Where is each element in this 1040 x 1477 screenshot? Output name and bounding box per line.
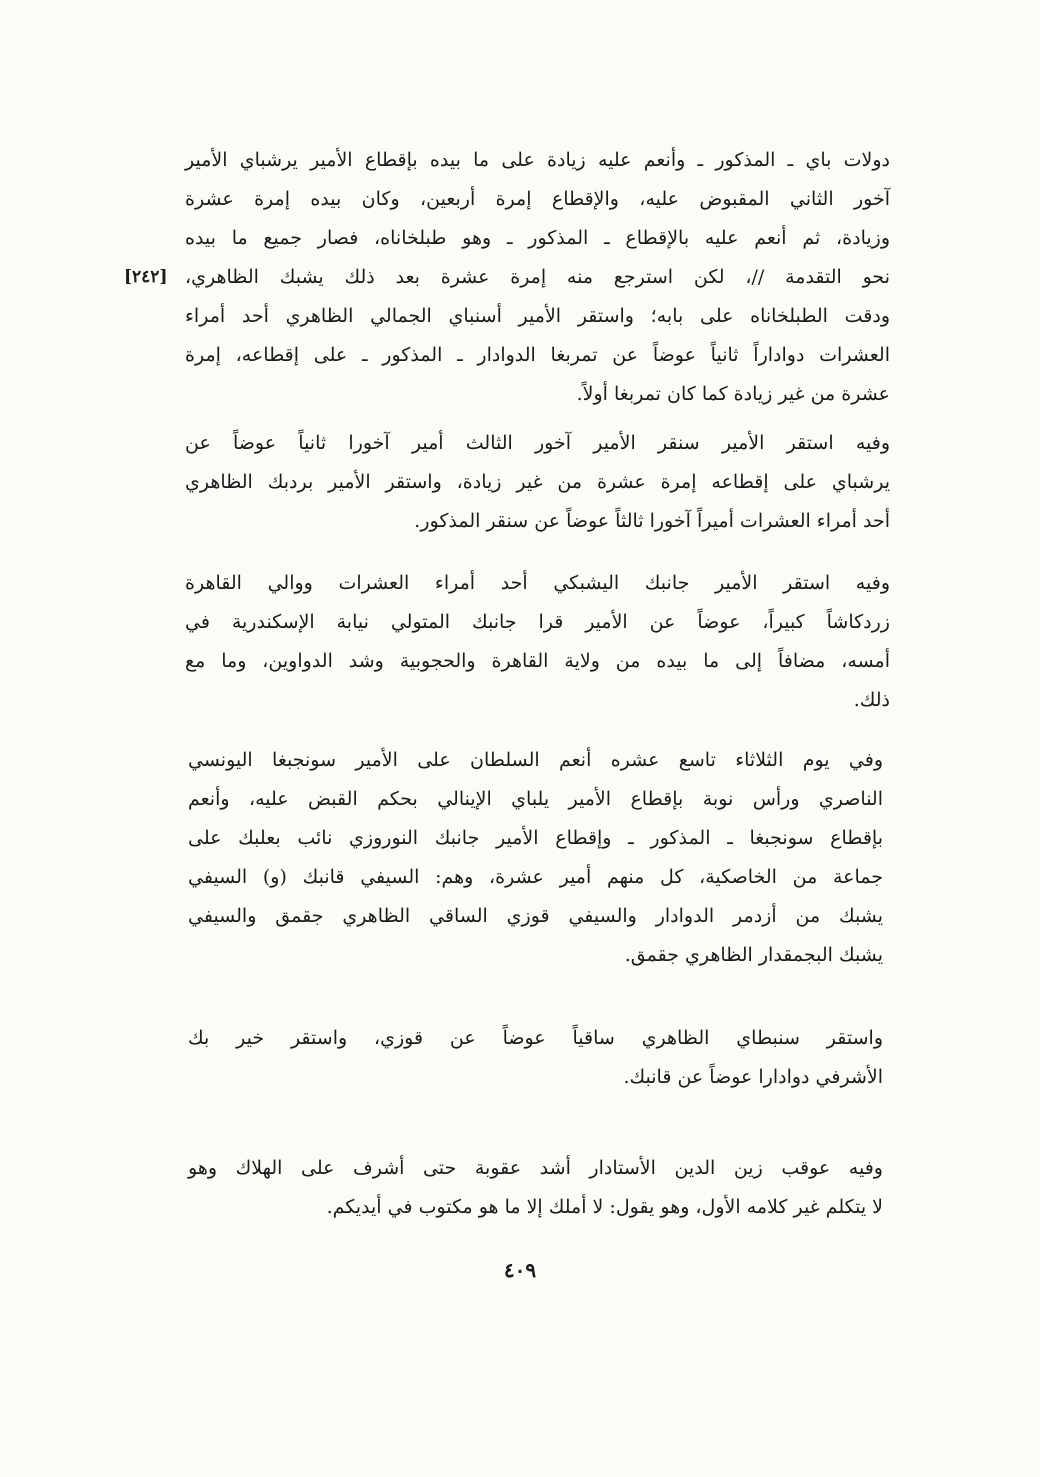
text-line: وفيه عوقب زين الدين الأستادار أشد عقوبة حتى أشرف على الهلاك وهو bbox=[188, 1157, 883, 1179]
text-line: الأشرفي دوادارا عوضاً عن قانبك. bbox=[623, 1066, 883, 1088]
text-line: ودقت الطبلخاناه على بابه؛ واستقر الأمير أسنباي الجمالي الظاهري أحد أمراء bbox=[185, 305, 890, 327]
text-line: وفيه استقر الأمير سنقر الأمير آخور الثالث أمير آخورا ثانياً عوضاً عن bbox=[185, 432, 890, 454]
text-line: آخور الثاني المقبوض عليه، والإقطاع إمرة أربعين، وكان بيده إمرة عشرة bbox=[185, 188, 890, 210]
paragraph-5 bbox=[188, 1019, 883, 1097]
text-line: واستقر سنبطاي الظاهري ساقياً عوضاً عن قوزي، واستقر خير بك bbox=[188, 1027, 883, 1049]
paragraph-3 bbox=[185, 564, 890, 720]
text-line: بإقطاع سونجبغا ـ المذكور ـ وإقطاع الأمير جانبك النوروزي نائب بعلبك على bbox=[188, 827, 883, 849]
paragraph-6 bbox=[188, 1149, 883, 1227]
text-line: لا يتكلم غير كلامه الأول، وهو يقول: لا أملك إلا ما هو مكتوب في أيديكم. bbox=[326, 1196, 883, 1218]
text-line: يشبك من أزدمر الدوادار والسيفي قوزي الساقي الظاهري جقمق والسيفي bbox=[188, 905, 883, 927]
text-line: يرشباي على إقطاعه إمرة عشرة من غير زيادة، واستقر الأمير بردبك الظاهري bbox=[185, 471, 890, 493]
text-line: أمسه، مضافاً إلى ما بيده من ولاية القاهرة والحجوبية وشد الدواوين، وما مع bbox=[185, 650, 890, 672]
paragraph-1 bbox=[185, 141, 890, 414]
paragraph-2 bbox=[185, 424, 890, 541]
text-line: جماعة من الخاصكية، كل منهم أمير عشرة، وهم: السيفي قانبك (و) السيفي bbox=[188, 866, 883, 888]
text-line: دولات باي ـ المذكور ـ وأنعم عليه زيادة على ما بيده بإقطاع الأمير يرشباي الأمير bbox=[185, 149, 890, 171]
text-line: يشبك البجمقدار الظاهري جقمق. bbox=[624, 944, 883, 966]
paragraph-4 bbox=[188, 741, 883, 975]
text-line: وفي يوم الثلاثاء تاسع عشره أنعم السلطان على الأمير سونجبغا اليونسي bbox=[188, 749, 883, 771]
text-line: ذلك. bbox=[853, 689, 890, 711]
text-line: زردكاشاً كبيراً، عوضاً عن الأمير قرا جانبك المتولي نيابة الإسكندرية في bbox=[185, 611, 890, 633]
text-line: نحو التقدمة //، لكن استرجع منه إمرة عشرة بعد ذلك يشبك الظاهري، bbox=[185, 266, 890, 288]
text-line: العشرات دواداراً ثانياً عوضاً عن تمربغا الدوادار ـ المذكور ـ على إقطاعه، إمرة bbox=[185, 344, 890, 366]
page-number: ٤٠٩ bbox=[503, 1258, 537, 1282]
folio-marker: [٢٤٢] bbox=[124, 267, 168, 287]
text-line: وزيادة، ثم أنعم عليه بالإقطاع ـ المذكور ـ وهو طبلخاناه، فصار جميع ما بيده bbox=[185, 227, 890, 249]
text-line: عشرة من غير زيادة كما كان تمربغا أولاً. bbox=[576, 383, 890, 405]
text-line: الناصري ورأس نوبة بإقطاع الأمير يلباي الإينالي بحكم القبض عليه، وأنعم bbox=[188, 788, 883, 810]
text-line: وفيه استقر الأمير جانبك اليشبكي أحد أمراء العشرات ووالي القاهرة bbox=[185, 572, 890, 594]
text-line: أحد أمراء العشرات أميراً آخورا ثالثاً عوضاً عن سنقر المذكور. bbox=[414, 510, 890, 532]
